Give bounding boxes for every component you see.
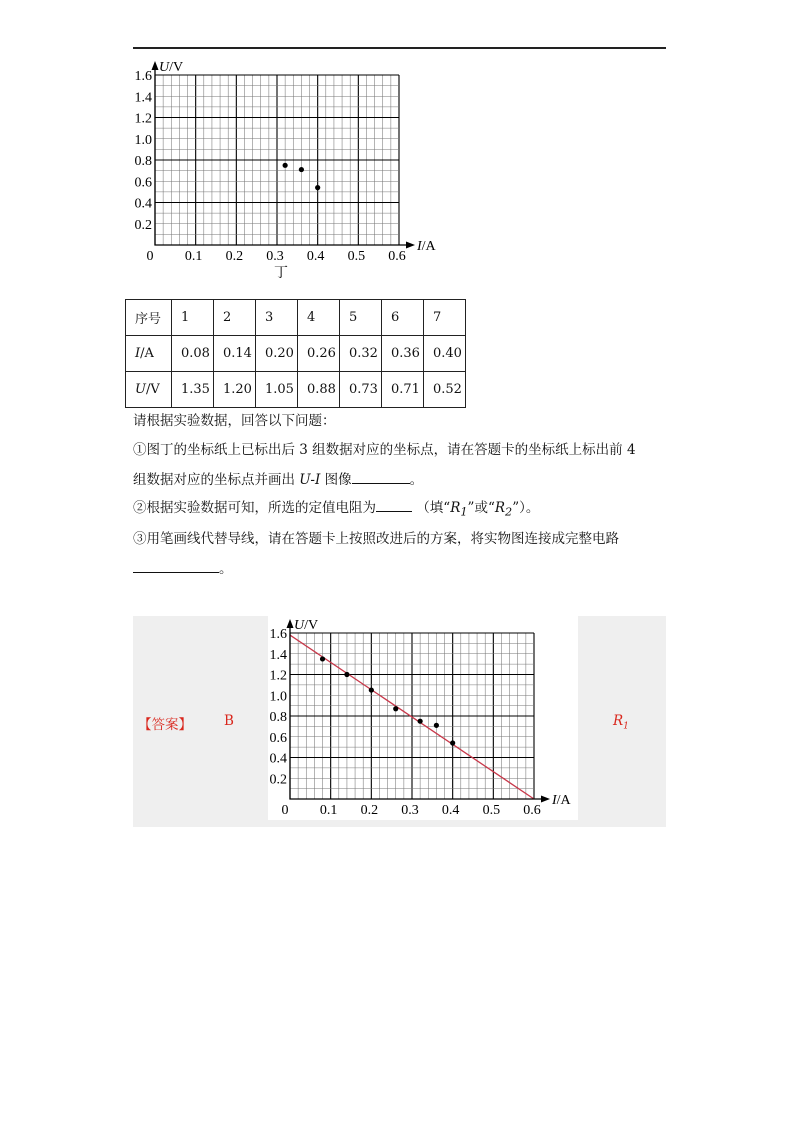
data-point <box>283 163 288 168</box>
x-tick-label: 0.2 <box>360 803 379 818</box>
y-tick-label: 0.2 <box>269 772 287 788</box>
axes <box>290 623 546 799</box>
x-tick-label: 0.3 <box>266 249 284 264</box>
x-tick-label: 0.3 <box>401 803 419 818</box>
y-tick-label: 0.2 <box>134 217 152 233</box>
y-tick-label: 0.4 <box>134 196 152 212</box>
table-cell: 1 <box>172 300 214 336</box>
origin-label: 0 <box>146 249 154 264</box>
table-cell: 5 <box>340 300 382 336</box>
y-tick-label: 1.0 <box>269 689 287 705</box>
table-cell: 0.52 <box>424 372 466 408</box>
axes <box>155 65 411 245</box>
x-tick-label: 0.4 <box>306 249 325 264</box>
y-tick-label: 1.2 <box>269 668 287 684</box>
data-point <box>369 687 374 692</box>
data-point <box>418 719 423 724</box>
y-tick-label: 1.6 <box>134 69 152 84</box>
table-cell: 0.14 <box>214 336 256 372</box>
y-tick-label: 1.6 <box>269 627 287 642</box>
y-tick-label: 1.4 <box>269 647 287 663</box>
x-tick-labels <box>320 803 541 818</box>
answer-blank <box>133 559 219 573</box>
table-row-label: I/A <box>126 336 172 372</box>
axis-arrows <box>152 61 416 249</box>
y-tick-label: 0.6 <box>269 730 287 746</box>
origin-label: 0 <box>281 803 289 818</box>
table-cell: 4 <box>298 300 340 336</box>
x-tick-label: 0.5 <box>347 249 366 264</box>
data-point <box>299 167 304 172</box>
y-tick-label: 1.0 <box>134 132 152 148</box>
y-tick-label: 0.6 <box>134 175 152 191</box>
y-tick-labels <box>135 69 153 233</box>
question-1-line-1: ①图丁的坐标纸上已标出后 3 组数据对应的坐标点，请在答题卡的坐标纸上标出前 4 <box>133 442 636 458</box>
question-2: ②根据实验数据可知，所选的定值电阻为 （填“$R_1$”或“$R_2$”）。 <box>133 500 540 519</box>
data-point <box>315 185 320 190</box>
header-rule <box>133 47 666 49</box>
table-cell: 序号 <box>126 300 172 336</box>
table-cell: 1.20 <box>214 372 256 408</box>
table-cell: 0.26 <box>298 336 340 372</box>
data-point <box>434 723 439 728</box>
answer-label: 【答案】 <box>138 717 192 733</box>
y-axis-label: U/V <box>294 618 319 633</box>
data-point <box>320 656 325 661</box>
y-tick-label: 0.4 <box>269 751 287 767</box>
table-cell: 0.20 <box>256 336 298 372</box>
answer-choice: B <box>224 713 234 729</box>
answer-resistor: $R_1$ <box>613 713 629 732</box>
x-tick-label: 0.6 <box>523 803 541 818</box>
table-cell: 6 <box>382 300 424 336</box>
x-tick-label: 0.6 <box>388 249 406 264</box>
x-tick-label: 0.1 <box>184 249 203 264</box>
table-cell: 1.35 <box>172 372 214 408</box>
figure-caption: 丁 <box>274 266 288 281</box>
data-point <box>344 672 349 677</box>
x-axis-label: I/A <box>417 239 436 254</box>
x-tick-label: 0.5 <box>482 803 501 818</box>
table-cell: 0.08 <box>172 336 214 372</box>
answer-blank <box>376 498 412 512</box>
answer-blank <box>352 470 410 484</box>
y-tick-labels <box>270 627 288 787</box>
x-tick-label: 0.1 <box>319 803 338 818</box>
table-cell: 0.32 <box>340 336 382 372</box>
question-3-line-1: ③用笔画线代替导线，请在答题卡上按照改进后的方案，将实物图连接成完整电路 <box>133 531 619 547</box>
y-tick-label: 0.8 <box>134 154 152 169</box>
table-row-label: U/V <box>126 372 172 408</box>
y-tick-label: 0.8 <box>269 710 287 725</box>
y-axis-label: U/V <box>159 60 184 75</box>
table-row <box>126 336 466 372</box>
table-row <box>126 372 466 408</box>
table-cell: 2 <box>214 300 256 336</box>
table-cell: 7 <box>424 300 466 336</box>
table-cell: 0.36 <box>382 336 424 372</box>
question-intro: 请根据实验数据，回答以下问题： <box>133 413 336 429</box>
figure-ding-chart <box>120 58 436 283</box>
question-1-line-2: 组数据对应的坐标点并画出 U-I 图像 。 <box>133 472 424 488</box>
x-axis-label: I/A <box>552 793 571 808</box>
grid <box>155 75 399 245</box>
table-row <box>126 300 466 336</box>
table-cell: 0.71 <box>382 372 424 408</box>
x-tick-labels <box>185 249 406 264</box>
answer-chart <box>268 614 578 824</box>
table-cell: 0.73 <box>340 372 382 408</box>
data-point <box>393 706 398 711</box>
table-cell: 3 <box>256 300 298 336</box>
table-cell: 1.05 <box>256 372 298 408</box>
data-table <box>125 299 466 408</box>
table-cell: 0.88 <box>298 372 340 408</box>
table-cell: 0.40 <box>424 336 466 372</box>
data-point <box>450 740 455 745</box>
y-tick-label: 1.2 <box>134 111 152 127</box>
y-tick-label: 1.4 <box>134 90 152 106</box>
axis-arrows <box>287 619 551 803</box>
x-tick-label: 0.4 <box>441 803 460 818</box>
question-3-line-2: 。 <box>133 559 233 579</box>
x-tick-label: 0.2 <box>225 249 244 264</box>
